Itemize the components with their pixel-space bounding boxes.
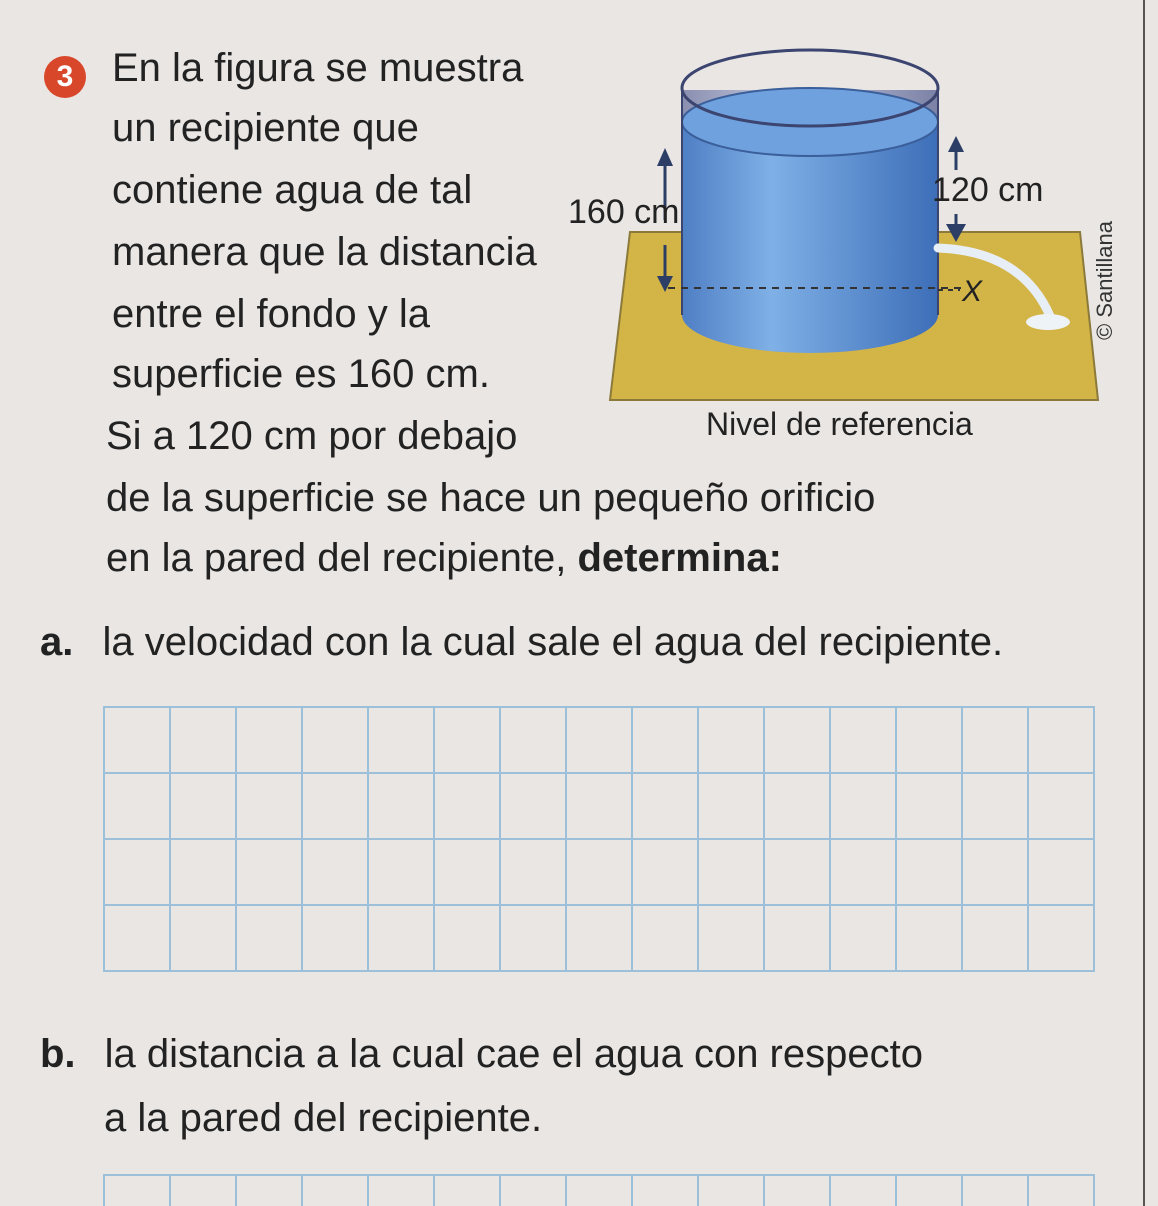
statement-line-8: de la superficie se hace un pequeño orificio	[106, 476, 876, 520]
water-splash	[1026, 314, 1070, 330]
statement-line-7: Si a 120 cm por debajo	[106, 414, 518, 458]
answer-grid-b[interactable]	[103, 1174, 1097, 1206]
statement-line-6: superficie es 160 cm.	[112, 352, 490, 396]
statement-line-5: entre el fondo y la	[112, 292, 430, 336]
height-arrowhead-up	[657, 148, 673, 166]
answer-grid-a[interactable]	[103, 706, 1097, 974]
statement-line-2: un recipiente que	[112, 106, 419, 150]
statement-line-4: manera que la distancia	[112, 230, 537, 274]
label-x: X	[962, 275, 983, 308]
statement-line-9	[106, 534, 782, 582]
question-a-letter: a.	[40, 620, 74, 664]
statement-line-3: contiene agua de tal	[112, 168, 473, 212]
question-b	[40, 1030, 923, 1078]
page-edge-rule	[1143, 0, 1145, 1206]
label-reference-level: Nivel de referencia	[706, 406, 973, 442]
water-surface	[682, 88, 938, 156]
question-a	[40, 618, 1003, 666]
question-b-letter: b.	[40, 1032, 76, 1076]
question-a-text: la velocidad con la cual sale el agua del recipiente.	[102, 620, 1004, 664]
question-b-text-line-1: la distancia a la cual cae el agua con respecto	[104, 1032, 923, 1076]
credit-text: © Santillana	[1092, 221, 1117, 340]
problem-number-badge: 3	[44, 56, 86, 98]
label-height: 160 cm	[568, 193, 680, 231]
statement-line-9-text: en la pared del recipiente,	[106, 536, 578, 580]
question-b-text-line-2: a la pared del recipiente.	[104, 1096, 543, 1140]
statement-instruction: determina:	[577, 536, 782, 580]
depth-arrowhead-up	[948, 136, 964, 152]
label-depth: 120 cm	[932, 171, 1044, 209]
statement-line-1: En la figura se muestra	[112, 46, 524, 90]
